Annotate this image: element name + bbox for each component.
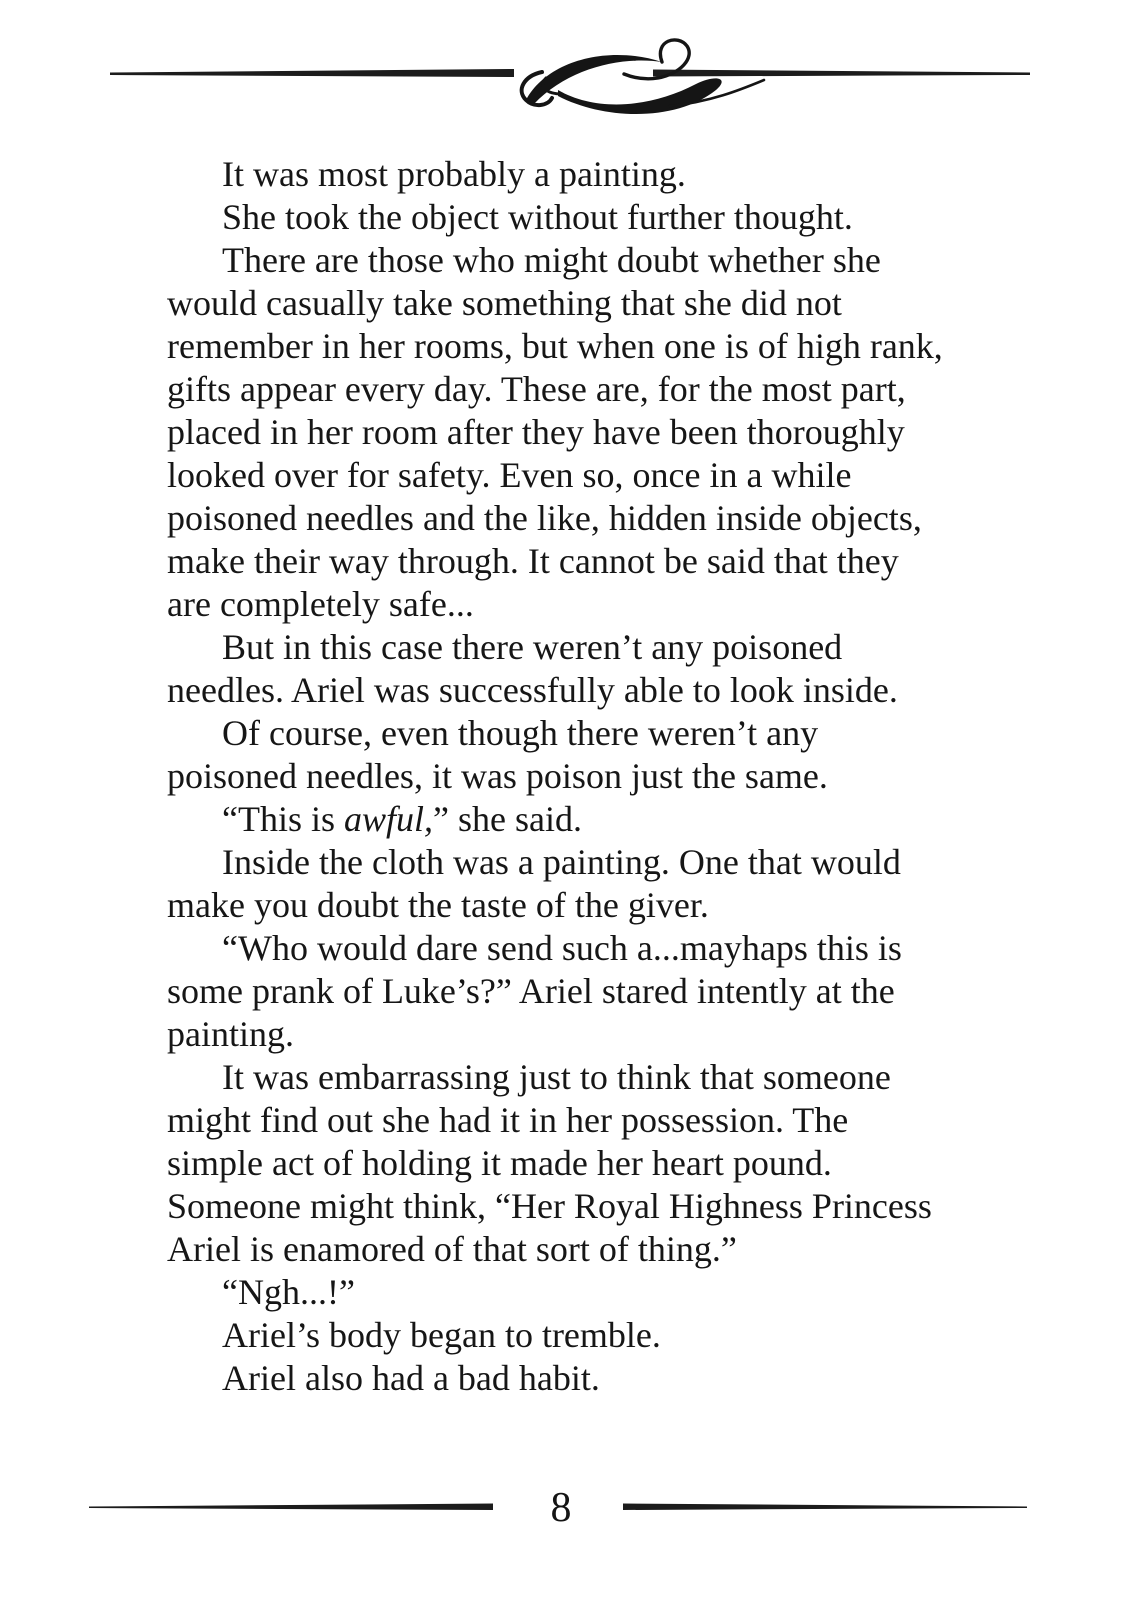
- text-line: Someone might think, “Her Royal Highness Princess: [167, 1186, 932, 1226]
- text-line: remember in her rooms, but when one is of high rank,: [167, 326, 943, 366]
- text-line: make you doubt the taste of the giver.: [167, 885, 709, 925]
- paragraph: [167, 626, 977, 712]
- paragraph: [167, 841, 977, 927]
- text-line: simple act of holding it made her heart pound.: [167, 1143, 832, 1183]
- text-line: gifts appear every day. These are, for the most part,: [167, 369, 906, 409]
- text-line: make their way through. It cannot be said that they: [167, 541, 899, 581]
- paragraph: [167, 1357, 977, 1400]
- text-line: “This is awful,” she said.: [222, 799, 582, 839]
- paragraph: [167, 196, 977, 239]
- text-line: There are those who might doubt whether she: [222, 240, 881, 280]
- text-line: are completely safe...: [167, 584, 474, 624]
- text-line: Ariel’s body began to tremble.: [222, 1315, 661, 1355]
- paragraph: [167, 239, 977, 626]
- text-line: looked over for safety. Even so, once in a while: [167, 455, 852, 495]
- text-line: painting.: [167, 1014, 294, 1054]
- text-line: “Ngh...!”: [222, 1272, 355, 1312]
- text-block: [167, 153, 977, 1400]
- paragraph: [167, 798, 977, 841]
- text-line: “Who would dare send such a...mayhaps this is: [222, 928, 902, 968]
- text-line: But in this case there weren’t any poisoned: [222, 627, 843, 667]
- header-flourish-icon: [110, 32, 1030, 128]
- text-line: might find out she had it in her possession. The: [167, 1100, 849, 1140]
- text-line: would casually take something that she did not: [167, 283, 842, 323]
- text-line: placed in her room after they have been thoroughly: [167, 412, 905, 452]
- text-line: Inside the cloth was a painting. One that would: [222, 842, 901, 882]
- paragraph: [167, 927, 977, 1056]
- text-line: She took the object without further thought.: [222, 197, 853, 237]
- text-line: Ariel is enamored of that sort of thing.”: [167, 1229, 737, 1269]
- text-line: needles. Ariel was successfully able to look inside.: [167, 670, 898, 710]
- paragraph: [167, 1314, 977, 1357]
- page-number: 8: [550, 1485, 572, 1531]
- text-line: Of course, even though there weren’t any: [222, 713, 819, 753]
- text-line: Ariel also had a bad habit.: [222, 1358, 600, 1398]
- paragraph: [167, 712, 977, 798]
- paragraph: [167, 153, 977, 196]
- paragraph: [167, 1056, 977, 1271]
- text-line: poisoned needles, it was poison just the same.: [167, 756, 828, 796]
- paragraph: [167, 1271, 977, 1314]
- text-line: some prank of Luke’s?” Ariel stared intently at the: [167, 971, 895, 1011]
- footer: [0, 1485, 1122, 1548]
- text-line: poisoned needles and the like, hidden inside objects,: [167, 498, 922, 538]
- text-line: It was embarrassing just to think that someone: [222, 1057, 891, 1097]
- header-divider: [110, 32, 1030, 128]
- text-line: It was most probably a painting.: [222, 154, 686, 194]
